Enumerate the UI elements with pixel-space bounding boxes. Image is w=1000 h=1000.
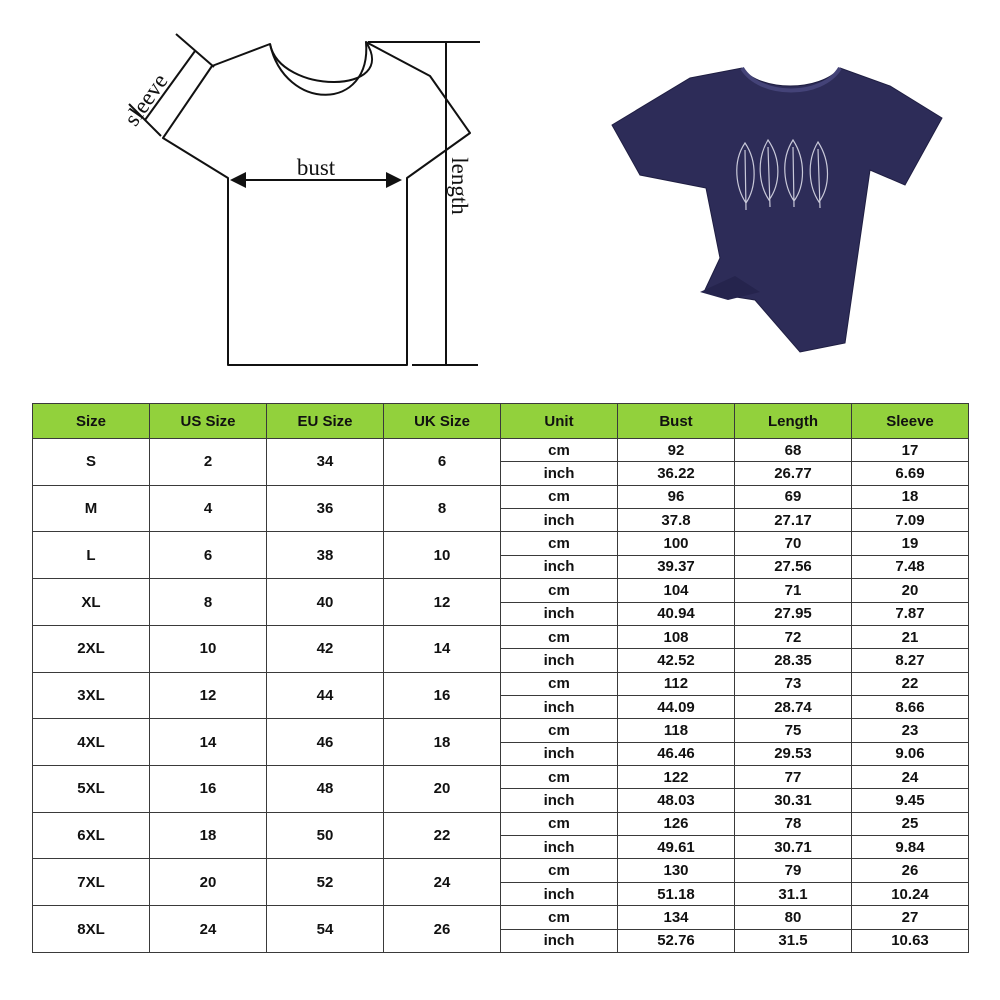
header-uk-size: UK Size xyxy=(384,404,501,439)
sleeve-cell: 18 xyxy=(852,485,969,508)
measurement-diagram xyxy=(0,0,1000,390)
length-cell: 78 xyxy=(735,812,852,835)
unit-cell: cm xyxy=(501,719,618,742)
table-header-row xyxy=(33,404,969,439)
sleeve-cell: 10.63 xyxy=(852,929,969,952)
us-size-cell: 16 xyxy=(150,766,267,813)
bust-cell: 36.22 xyxy=(618,462,735,485)
unit-cell: inch xyxy=(501,929,618,952)
uk-size-cell: 18 xyxy=(384,719,501,766)
length-cell: 31.5 xyxy=(735,929,852,952)
length-cell: 72 xyxy=(735,625,852,648)
unit-cell: cm xyxy=(501,812,618,835)
size-cell: 2XL xyxy=(33,625,150,672)
unit-cell: cm xyxy=(501,439,618,462)
sleeve-cell: 22 xyxy=(852,672,969,695)
table-row xyxy=(33,579,969,602)
unit-cell: cm xyxy=(501,766,618,789)
unit-cell: inch xyxy=(501,602,618,625)
us-size-cell: 10 xyxy=(150,625,267,672)
us-size-cell: 14 xyxy=(150,719,267,766)
unit-cell: inch xyxy=(501,695,618,718)
length-cell: 29.53 xyxy=(735,742,852,765)
length-cell: 31.1 xyxy=(735,882,852,905)
bust-cell: 100 xyxy=(618,532,735,555)
bust-label: bust xyxy=(296,155,336,180)
table-row xyxy=(33,625,969,648)
bust-cell: 108 xyxy=(618,625,735,648)
sleeve-cell: 27 xyxy=(852,906,969,929)
uk-size-cell: 26 xyxy=(384,906,501,953)
header-eu-size: EU Size xyxy=(267,404,384,439)
length-cell: 26.77 xyxy=(735,462,852,485)
unit-cell: inch xyxy=(501,789,618,812)
unit-cell: cm xyxy=(501,625,618,648)
length-cell: 28.74 xyxy=(735,695,852,718)
eu-size-cell: 52 xyxy=(267,859,384,906)
sleeve-cell: 23 xyxy=(852,719,969,742)
unit-cell: inch xyxy=(501,462,618,485)
sleeve-cell: 25 xyxy=(852,812,969,835)
eu-size-cell: 34 xyxy=(267,439,384,486)
length-cell: 68 xyxy=(735,439,852,462)
sleeve-cell: 19 xyxy=(852,532,969,555)
length-cell: 79 xyxy=(735,859,852,882)
sleeve-cell: 17 xyxy=(852,439,969,462)
bust-cell: 122 xyxy=(618,766,735,789)
sleeve-cell: 10.24 xyxy=(852,882,969,905)
bust-cell: 39.37 xyxy=(618,555,735,578)
unit-cell: cm xyxy=(501,579,618,602)
uk-size-cell: 8 xyxy=(384,485,501,532)
uk-size-cell: 20 xyxy=(384,766,501,813)
sleeve-cell: 20 xyxy=(852,579,969,602)
bust-cell: 49.61 xyxy=(618,836,735,859)
eu-size-cell: 54 xyxy=(267,906,384,953)
header-size: Size xyxy=(33,404,150,439)
length-cell: 71 xyxy=(735,579,852,602)
bust-cell: 42.52 xyxy=(618,649,735,672)
length-cell: 27.17 xyxy=(735,509,852,532)
unit-cell: cm xyxy=(501,859,618,882)
bust-cell: 52.76 xyxy=(618,929,735,952)
shirt-outline-sketch xyxy=(163,42,470,365)
us-size-cell: 8 xyxy=(150,579,267,626)
sleeve-cell: 7.48 xyxy=(852,555,969,578)
eu-size-cell: 36 xyxy=(267,485,384,532)
header-sleeve: Sleeve xyxy=(852,404,969,439)
eu-size-cell: 42 xyxy=(267,625,384,672)
length-cell: 27.56 xyxy=(735,555,852,578)
eu-size-cell: 46 xyxy=(267,719,384,766)
length-cell: 77 xyxy=(735,766,852,789)
us-size-cell: 6 xyxy=(150,532,267,579)
unit-cell: inch xyxy=(501,509,618,532)
sleeve-cell: 7.87 xyxy=(852,602,969,625)
eu-size-cell: 44 xyxy=(267,672,384,719)
sleeve-cell: 26 xyxy=(852,859,969,882)
us-size-cell: 18 xyxy=(150,812,267,859)
length-cell: 30.31 xyxy=(735,789,852,812)
sleeve-label: sleeve xyxy=(119,68,173,131)
unit-cell: inch xyxy=(501,836,618,859)
uk-size-cell: 6 xyxy=(384,439,501,486)
bust-cell: 126 xyxy=(618,812,735,835)
unit-cell: cm xyxy=(501,485,618,508)
header-bust: Bust xyxy=(618,404,735,439)
unit-cell: inch xyxy=(501,649,618,672)
bust-cell: 48.03 xyxy=(618,789,735,812)
size-cell: M xyxy=(33,485,150,532)
unit-cell: inch xyxy=(501,555,618,578)
size-cell: 6XL xyxy=(33,812,150,859)
us-size-cell: 20 xyxy=(150,859,267,906)
bust-cell: 44.09 xyxy=(618,695,735,718)
size-cell: 5XL xyxy=(33,766,150,813)
unit-cell: inch xyxy=(501,882,618,905)
size-cell: S xyxy=(33,439,150,486)
eu-size-cell: 40 xyxy=(267,579,384,626)
table-row xyxy=(33,719,969,742)
length-cell: 30.71 xyxy=(735,836,852,859)
unit-cell: inch xyxy=(501,742,618,765)
size-chart-table xyxy=(32,403,969,953)
uk-size-cell: 16 xyxy=(384,672,501,719)
table-row xyxy=(33,532,969,555)
table-row xyxy=(33,906,969,929)
length-cell: 70 xyxy=(735,532,852,555)
bust-cell: 118 xyxy=(618,719,735,742)
eu-size-cell: 48 xyxy=(267,766,384,813)
size-cell: 3XL xyxy=(33,672,150,719)
size-cell: L xyxy=(33,532,150,579)
eu-size-cell: 50 xyxy=(267,812,384,859)
table-row xyxy=(33,672,969,695)
sleeve-cell: 6.69 xyxy=(852,462,969,485)
table-row xyxy=(33,485,969,508)
unit-cell: cm xyxy=(501,532,618,555)
us-size-cell: 24 xyxy=(150,906,267,953)
uk-size-cell: 14 xyxy=(384,625,501,672)
bust-cell: 104 xyxy=(618,579,735,602)
size-cell: 7XL xyxy=(33,859,150,906)
eu-size-cell: 38 xyxy=(267,532,384,579)
header-unit: Unit xyxy=(501,404,618,439)
bust-cell: 51.18 xyxy=(618,882,735,905)
uk-size-cell: 10 xyxy=(384,532,501,579)
header-length: Length xyxy=(735,404,852,439)
bust-cell: 112 xyxy=(618,672,735,695)
uk-size-cell: 22 xyxy=(384,812,501,859)
sleeve-cell: 8.27 xyxy=(852,649,969,672)
bust-cell: 40.94 xyxy=(618,602,735,625)
bust-cell: 96 xyxy=(618,485,735,508)
unit-cell: cm xyxy=(501,672,618,695)
sleeve-cell: 8.66 xyxy=(852,695,969,718)
size-cell: 4XL xyxy=(33,719,150,766)
header-us-size: US Size xyxy=(150,404,267,439)
bust-cell: 46.46 xyxy=(618,742,735,765)
size-cell: 8XL xyxy=(33,906,150,953)
sleeve-cell: 21 xyxy=(852,625,969,648)
length-cell: 69 xyxy=(735,485,852,508)
bust-cell: 37.8 xyxy=(618,509,735,532)
table-row xyxy=(33,766,969,789)
sleeve-cell: 7.09 xyxy=(852,509,969,532)
sleeve-cell: 24 xyxy=(852,766,969,789)
length-cell: 80 xyxy=(735,906,852,929)
navy-tshirt-body xyxy=(612,68,942,352)
bust-cell: 134 xyxy=(618,906,735,929)
us-size-cell: 2 xyxy=(150,439,267,486)
length-cell: 75 xyxy=(735,719,852,742)
length-label: length xyxy=(447,157,472,215)
size-cell: XL xyxy=(33,579,150,626)
bust-cell: 92 xyxy=(618,439,735,462)
sleeve-cell: 9.06 xyxy=(852,742,969,765)
us-size-cell: 4 xyxy=(150,485,267,532)
bust-cell: 130 xyxy=(618,859,735,882)
uk-size-cell: 24 xyxy=(384,859,501,906)
length-cell: 73 xyxy=(735,672,852,695)
table-row xyxy=(33,812,969,835)
length-cell: 28.35 xyxy=(735,649,852,672)
uk-size-cell: 12 xyxy=(384,579,501,626)
unit-cell: cm xyxy=(501,906,618,929)
sleeve-cell: 9.84 xyxy=(852,836,969,859)
table-body xyxy=(33,439,969,953)
product-photo-tshirt xyxy=(612,68,942,352)
us-size-cell: 12 xyxy=(150,672,267,719)
table-row xyxy=(33,439,969,462)
length-cell: 27.95 xyxy=(735,602,852,625)
sleeve-cell: 9.45 xyxy=(852,789,969,812)
table-row xyxy=(33,859,969,882)
